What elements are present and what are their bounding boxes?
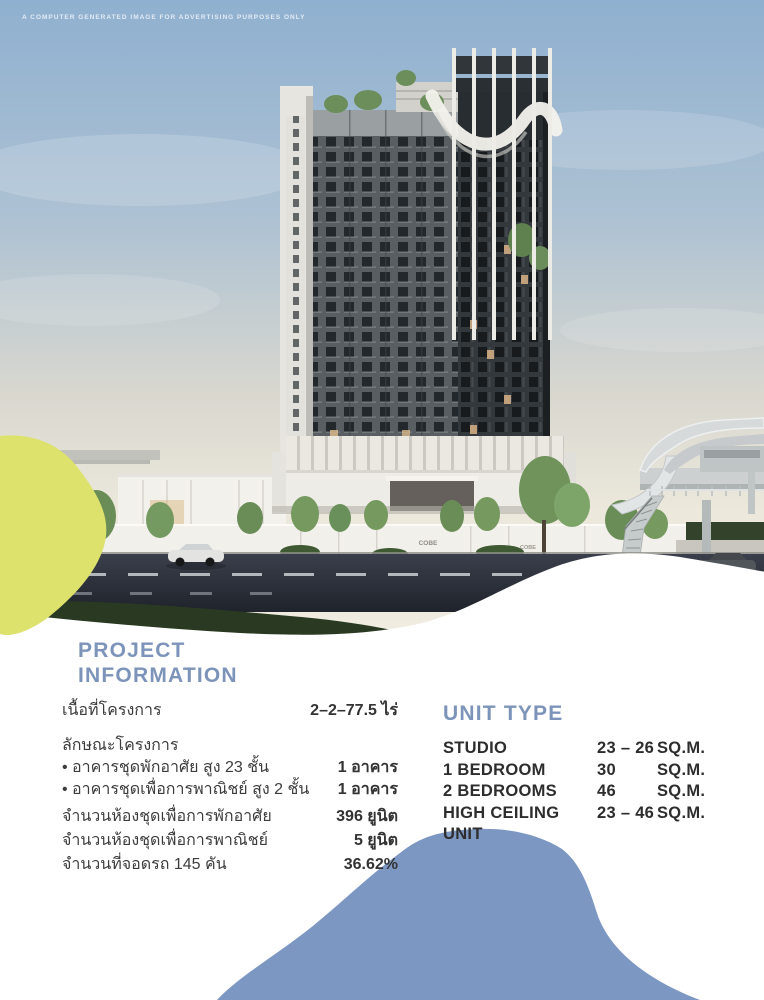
table-row — [62, 735, 398, 756]
unit-type-row — [443, 760, 715, 782]
unit-type-row — [443, 803, 715, 846]
disclaimer-text: A COMPUTER GENERATED IMAGE FOR ADVERTISING PURPOSES ONLY — [22, 14, 306, 21]
page-title — [78, 638, 238, 688]
unit-sqm: SQ.M. — [657, 782, 706, 800]
info-label: เนื้อที่โครงการ — [62, 702, 162, 719]
info-value: 1 อาคาร — [337, 759, 398, 776]
table-row — [62, 854, 398, 875]
unit-label: STUDIO — [443, 739, 508, 757]
info-value: 1 อาคาร — [337, 781, 398, 798]
unit-sqm: SQ.M. — [657, 739, 706, 757]
unit-type-row — [443, 738, 715, 760]
info-value: 396 ยูนิต — [336, 808, 398, 825]
project-info-table — [62, 700, 398, 875]
condo-tower — [272, 48, 578, 514]
info-value: 5 ยูนิต — [353, 832, 398, 849]
fence-sign: COBE — [418, 540, 438, 547]
fence-sign-2: COBE — [520, 545, 536, 551]
unit-sqm: SQ.M. — [657, 803, 706, 822]
info-label: • อาคารชุดพักอาศัย สูง 23 ชั้น — [62, 759, 270, 776]
page-title-line1: PROJECT — [78, 639, 186, 662]
unit-label: 2 BEDROOMS — [443, 782, 557, 800]
table-row — [62, 757, 398, 778]
unit-type-title: UNIT TYPE — [443, 702, 564, 725]
unit-type-section — [443, 702, 715, 846]
info-label: จำนวนที่จอดรถ 145 คัน — [62, 856, 227, 873]
unit-size: 23 – 46 — [597, 803, 655, 822]
info-label: จำนวนห้องชุดเพื่อการพักอาศัย — [62, 808, 272, 825]
unit-label: 1 BEDROOM — [443, 760, 546, 779]
unit-size: 30 — [597, 760, 616, 779]
unit-type-row — [443, 781, 715, 803]
unit-sqm: SQ.M. — [657, 760, 706, 779]
unit-size: 23 – 26 — [597, 739, 655, 757]
info-label: ลักษณะโครงการ — [62, 737, 179, 754]
page-title-line2: INFORMATION — [78, 664, 238, 687]
info-label: • อาคารชุดเพื่อการพาณิชย์ สูง 2 ชั้น — [62, 781, 310, 798]
table-row — [62, 806, 398, 827]
table-row — [62, 830, 398, 851]
unit-label: HIGH CEILING UNIT — [443, 803, 560, 843]
table-row — [62, 700, 398, 721]
info-value: 36.62% — [343, 856, 398, 873]
unit-size: 46 — [597, 782, 616, 800]
info-value: 2–2–77.5 ไร่ — [310, 702, 398, 719]
info-label: จำนวนห้องชุดเพื่อการพาณิชย์ — [62, 832, 268, 849]
table-row — [62, 779, 398, 800]
